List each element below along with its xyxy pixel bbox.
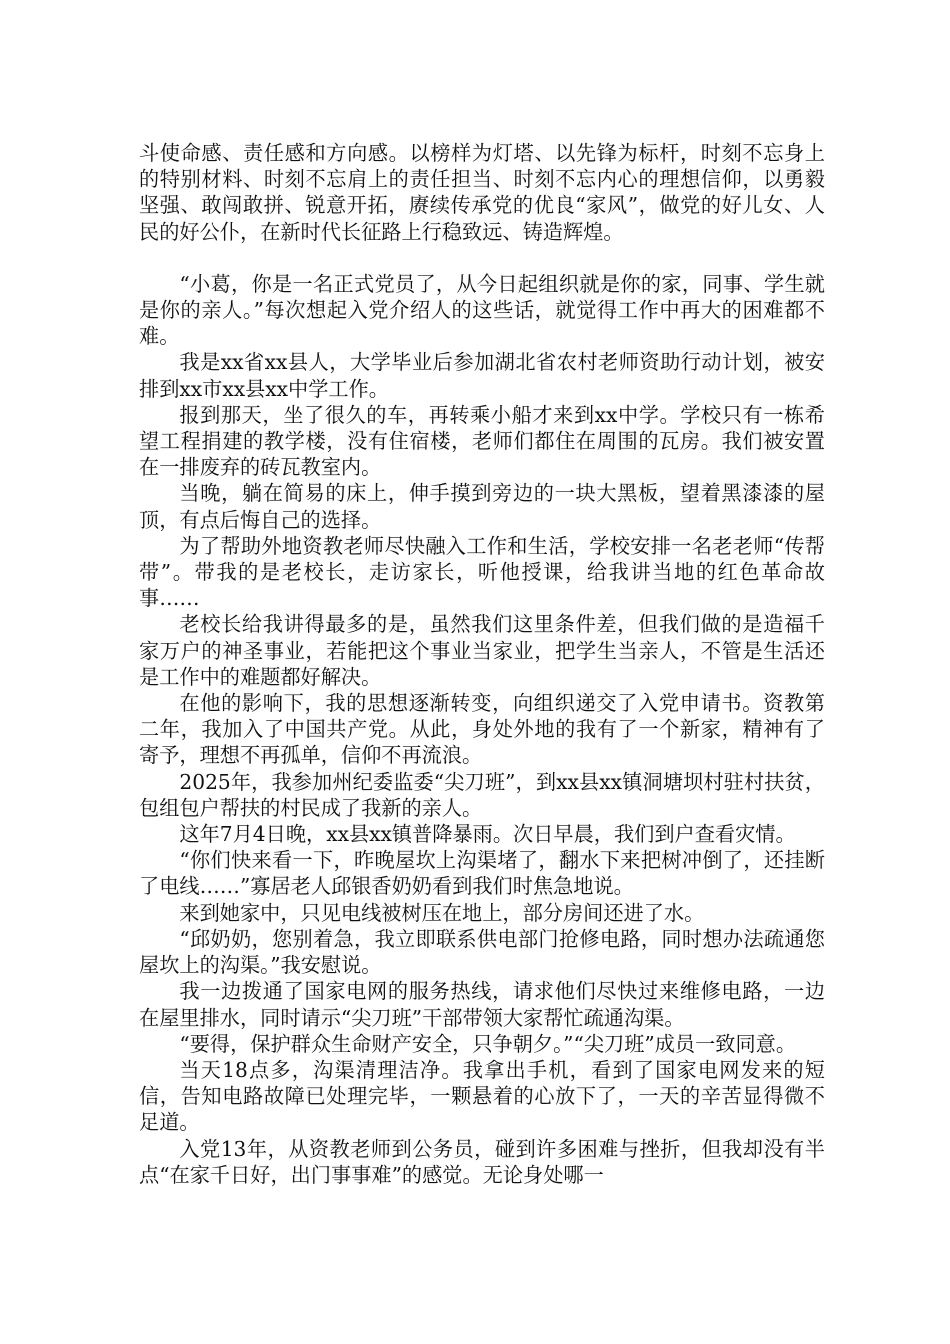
paragraph-15: “要得，保护群众生命财产安全，只争朝夕。”“尖刀班”成员一致同意。 <box>179 1031 797 1056</box>
paragraph-13: “邱奶奶，您别着急，我立即联系供电部门抢修电路，同时想办法疏通您屋坎上的沟渠。”我安慰说。 <box>139 926 825 978</box>
document-page <box>139 140 825 1188</box>
paragraph-11: “你们快来看一下，昨晚屋坎上沟渠堵了，翻水下来把树冲倒了，还挂断了电线……”寡居老人邱银香奶奶看到我们时焦急地说。 <box>139 848 825 899</box>
paragraph-6: 为了帮助外地资教老师尽快融入工作和生活，学校安排一名老老师“传帮带”。带我的是老校长，走访家长，听他授课，给我讲当地的红色革命故事…… <box>139 533 825 611</box>
paragraph-12: 来到她家中，只见电线被树压在地上，部分房间还进了水。 <box>179 900 705 925</box>
paragraph-4: 报到那天，坐了很久的车，再转乘小船才来到xx中学。学校只有一栋希望工程捐建的教学楼，没有住宿楼，老师们都住在周围的瓦房。我们被安置在一排废弃的砖瓦教室内。 <box>139 402 825 480</box>
paragraph-8: 在他的影响下，我的思想逐渐转变，向组织递交了入党申请书。资教第二年，我加入了中国共产党。从此，身处外地的我有了一个新家，精神有了寄予，理想不再孤单，信仰不再流浪。 <box>139 691 825 768</box>
paragraph-16: 当天18点多，沟渠清理洁净。我拿出手机，看到了国家电网发来的短信，告知电路故障已处理完毕，一颗悬着的心放下了，一天的辛苦显得微不足道。 <box>139 1057 825 1135</box>
paragraph-17: 入党13年，从资教老师到公务员，碰到许多困难与挫折，但我却没有半点“在家千日好，出门事事难”的感觉。无论身处哪一 <box>139 1136 825 1187</box>
paragraph-3: 我是xx省xx县人，大学毕业后参加湖北省农村老师资助行动计划，被安排到xx市xx县xx中学工作。 <box>139 350 825 401</box>
paragraph-9: 2025年，我参加州纪委监委“尖刀班”，到xx县xx镇洞塘坝村驻村扶贫，包组包户帮扶的村民成了我新的亲人。 <box>139 769 825 820</box>
paragraph-10: 这年7月4日晚，xx县xx镇普降暴雨。次日早晨，我们到户查看灾情。 <box>179 822 796 847</box>
paragraph-14: 我一边拨通了国家电网的服务热线，请求他们尽快过来维修电路，一边在屋里排水，同时请示“尖刀班”干部带领大家帮忙疏通沟渠。 <box>139 979 825 1030</box>
paragraph-2: “小葛，你是一名正式党员了，从今日起组织就是你的家，同事、学生就是你的亲人。”每次想起入党介绍人的这些话，就觉得工作中再大的困难都不难。 <box>139 271 825 349</box>
paragraph-gap <box>139 245 825 271</box>
paragraph-7: 老校长给我讲得最多的是，虽然我们这里条件差，但我们做的是造福千家万户的神圣事业，若能把这个事业当家业，把学生当亲人，不管是生活还是工作中的难题都好解决。 <box>139 612 825 689</box>
paragraph-1: 斗使命感、责任感和方向感。以榜样为灯塔、以先锋为标杆，时刻不忘身上的特别材料、时刻不忘肩上的责任担当、时刻不忘内心的理想信仰，以勇毅坚强、敢闯敢拼、锐意开拓，赓续传承党的优良“家风”，做党的好儿女、人民的好公仆，在新时代长征路上行稳致远、铸造辉煌。 <box>139 141 825 244</box>
paragraph-5: 当晚，躺在简易的床上，伸手摸到旁边的一块大黑板，望着黑漆漆的屋顶，有点后悔自己的选择。 <box>139 481 825 532</box>
